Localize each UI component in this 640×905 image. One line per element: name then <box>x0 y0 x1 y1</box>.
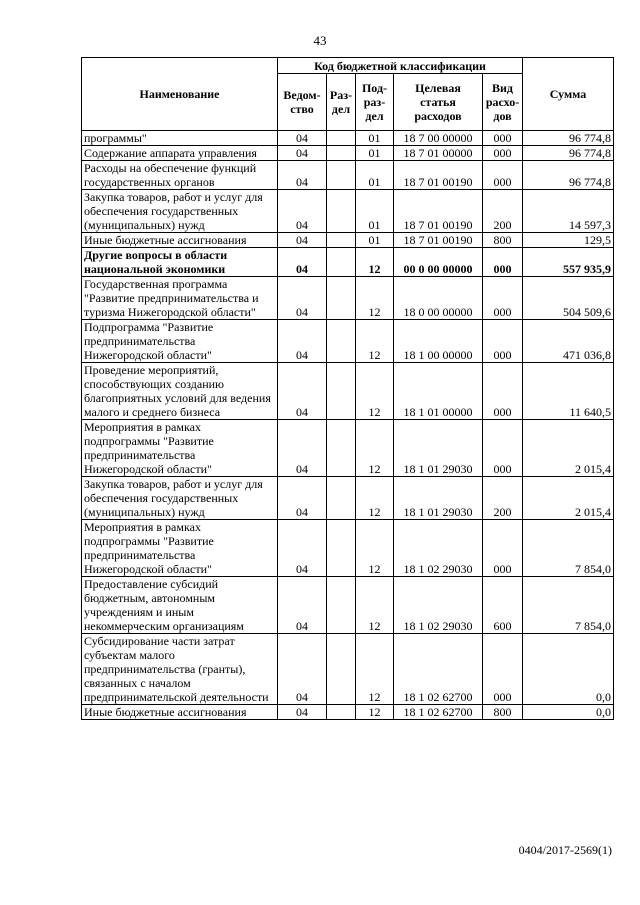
row-section-cell <box>327 577 356 634</box>
header-subsection: Под-раз-дел <box>356 74 394 131</box>
row-name-cell: программы" <box>82 131 278 146</box>
row-subsection-cell: 12 <box>356 320 394 363</box>
row-department-cell: 04 <box>278 146 327 161</box>
row-target-cell: 18 1 01 29030 <box>394 477 483 520</box>
row-target-cell: 18 1 02 62700 <box>394 634 483 705</box>
row-name-cell: Закупка товаров, работ и услуг для обеспечения государственных (муниципальных) нужд <box>82 477 278 520</box>
table-row <box>82 277 614 320</box>
row-target-cell: 18 7 01 00190 <box>394 190 483 233</box>
row-name-cell: Иные бюджетные ассигнования <box>82 233 278 248</box>
table-row <box>82 131 614 146</box>
row-target-cell: 00 0 00 00000 <box>394 248 483 277</box>
table-row <box>82 248 614 277</box>
row-section-cell <box>327 248 356 277</box>
row-subsection-cell: 01 <box>356 131 394 146</box>
row-section-cell <box>327 705 356 720</box>
row-section-cell <box>327 233 356 248</box>
row-amount-cell: 557 935,9 <box>523 248 614 277</box>
row-expense-type-cell: 800 <box>483 705 523 720</box>
table-row <box>82 634 614 705</box>
row-expense-type-cell: 000 <box>483 420 523 477</box>
table-row <box>82 420 614 477</box>
row-department-cell: 04 <box>278 634 327 705</box>
row-name-cell: Содержание аппарата управления <box>82 146 278 161</box>
row-subsection-cell: 01 <box>356 233 394 248</box>
table-row <box>82 233 614 248</box>
row-department-cell: 04 <box>278 320 327 363</box>
row-target-cell: 18 7 01 00000 <box>394 146 483 161</box>
row-subsection-cell: 01 <box>356 190 394 233</box>
row-name-cell: Закупка товаров, работ и услуг для обеспечения государственных (муниципальных) нужд <box>82 190 278 233</box>
table-row <box>82 577 614 634</box>
row-department-cell: 04 <box>278 248 327 277</box>
header-target-article: Целевая статья расходов <box>394 74 483 131</box>
row-name-cell: Мероприятия в рамках подпрограммы "Развитие предпринимательства Нижегородской области" <box>82 420 278 477</box>
header-name: Наименование <box>82 58 278 131</box>
row-amount-cell: 96 774,8 <box>523 161 614 190</box>
row-amount-cell: 7 854,0 <box>523 577 614 634</box>
row-amount-cell: 504 509,6 <box>523 277 614 320</box>
row-target-cell: 18 1 02 29030 <box>394 520 483 577</box>
row-section-cell <box>327 131 356 146</box>
page-number: 43 <box>313 33 327 48</box>
row-section-cell <box>327 634 356 705</box>
header-classification-group: Код бюджетной классификации <box>278 58 523 74</box>
row-subsection-cell: 12 <box>356 705 394 720</box>
row-target-cell: 18 1 02 62700 <box>394 705 483 720</box>
row-name-cell: Другие вопросы в области национальной экономики <box>82 248 278 277</box>
budget-table <box>81 57 614 720</box>
header-department: Ведом-ство <box>278 74 327 131</box>
row-amount-cell: 11 640,5 <box>523 363 614 420</box>
table-row <box>82 363 614 420</box>
row-target-cell: 18 1 01 29030 <box>394 420 483 477</box>
table-row <box>82 705 614 720</box>
row-expense-type-cell: 200 <box>483 190 523 233</box>
row-department-cell: 04 <box>278 277 327 320</box>
row-department-cell: 04 <box>278 161 327 190</box>
row-expense-type-cell: 000 <box>483 634 523 705</box>
row-name-cell: Подпрограмма "Развитие предпринимательства Нижегородской области" <box>82 320 278 363</box>
row-expense-type-cell: 800 <box>483 233 523 248</box>
row-amount-cell: 96 774,8 <box>523 131 614 146</box>
row-section-cell <box>327 420 356 477</box>
row-target-cell: 18 7 01 00190 <box>394 161 483 190</box>
row-name-cell: Государственная программа "Развитие предпринимательства и туризма Нижегородской области" <box>82 277 278 320</box>
row-subsection-cell: 12 <box>356 634 394 705</box>
row-subsection-cell: 12 <box>356 477 394 520</box>
row-expense-type-cell: 000 <box>483 363 523 420</box>
row-amount-cell: 2 015,4 <box>523 420 614 477</box>
row-section-cell <box>327 363 356 420</box>
row-name-cell: Предоставление субсидий бюджетным, автономным учреждениям и иным некоммерческим организациям <box>82 577 278 634</box>
row-subsection-cell: 12 <box>356 277 394 320</box>
row-section-cell <box>327 320 356 363</box>
row-amount-cell: 129,5 <box>523 233 614 248</box>
row-section-cell <box>327 520 356 577</box>
row-amount-cell: 471 036,8 <box>523 320 614 363</box>
row-subsection-cell: 12 <box>356 520 394 577</box>
row-department-cell: 04 <box>278 190 327 233</box>
row-amount-cell: 96 774,8 <box>523 146 614 161</box>
row-target-cell: 18 0 00 00000 <box>394 277 483 320</box>
table-row <box>82 477 614 520</box>
row-department-cell: 04 <box>278 233 327 248</box>
table-body <box>82 131 614 720</box>
row-department-cell: 04 <box>278 363 327 420</box>
header-amount: Сумма <box>523 58 614 131</box>
row-amount-cell: 0,0 <box>523 705 614 720</box>
row-expense-type-cell: 000 <box>483 146 523 161</box>
row-name-cell: Иные бюджетные ассигнования <box>82 705 278 720</box>
row-expense-type-cell: 000 <box>483 520 523 577</box>
row-expense-type-cell: 200 <box>483 477 523 520</box>
row-section-cell <box>327 477 356 520</box>
table-row <box>82 320 614 363</box>
row-amount-cell: 14 597,3 <box>523 190 614 233</box>
row-expense-type-cell: 600 <box>483 577 523 634</box>
row-name-cell: Расходы на обеспечение функций государственных органов <box>82 161 278 190</box>
row-expense-type-cell: 000 <box>483 161 523 190</box>
row-expense-type-cell: 000 <box>483 277 523 320</box>
row-target-cell: 18 7 00 00000 <box>394 131 483 146</box>
row-amount-cell: 2 015,4 <box>523 477 614 520</box>
row-target-cell: 18 7 01 00190 <box>394 233 483 248</box>
row-target-cell: 18 1 02 29030 <box>394 577 483 634</box>
row-amount-cell: 0,0 <box>523 634 614 705</box>
table-row <box>82 161 614 190</box>
row-section-cell <box>327 190 356 233</box>
header-section: Раз-дел <box>327 74 356 131</box>
row-subsection-cell: 12 <box>356 577 394 634</box>
row-expense-type-cell: 000 <box>483 248 523 277</box>
row-target-cell: 18 1 01 00000 <box>394 363 483 420</box>
row-name-cell: Проведение мероприятий, способствующих созданию благоприятных условий для ведения малого и среднего бизнеса <box>82 363 278 420</box>
row-section-cell <box>327 146 356 161</box>
row-department-cell: 04 <box>278 477 327 520</box>
row-section-cell <box>327 161 356 190</box>
row-expense-type-cell: 000 <box>483 131 523 146</box>
row-department-cell: 04 <box>278 520 327 577</box>
row-department-cell: 04 <box>278 131 327 146</box>
header-expense-type: Вид расхо-дов <box>483 74 523 131</box>
table-row <box>82 190 614 233</box>
row-department-cell: 04 <box>278 705 327 720</box>
row-department-cell: 04 <box>278 577 327 634</box>
row-name-cell: Мероприятия в рамках подпрограммы "Развитие предпринимательства Нижегородской области" <box>82 520 278 577</box>
row-target-cell: 18 1 00 00000 <box>394 320 483 363</box>
row-subsection-cell: 01 <box>356 161 394 190</box>
row-department-cell: 04 <box>278 420 327 477</box>
row-section-cell <box>327 277 356 320</box>
row-subsection-cell: 12 <box>356 420 394 477</box>
row-subsection-cell: 12 <box>356 363 394 420</box>
table-row <box>82 146 614 161</box>
row-subsection-cell: 01 <box>356 146 394 161</box>
row-subsection-cell: 12 <box>356 248 394 277</box>
table-row <box>82 520 614 577</box>
row-name-cell: Субсидирование части затрат субъектам малого предпринимательства (гранты), связанных с началом предпринимательской деятельности <box>82 634 278 705</box>
document-id: 0404/2017-2569(1) <box>518 843 612 857</box>
row-amount-cell: 7 854,0 <box>523 520 614 577</box>
row-expense-type-cell: 000 <box>483 320 523 363</box>
